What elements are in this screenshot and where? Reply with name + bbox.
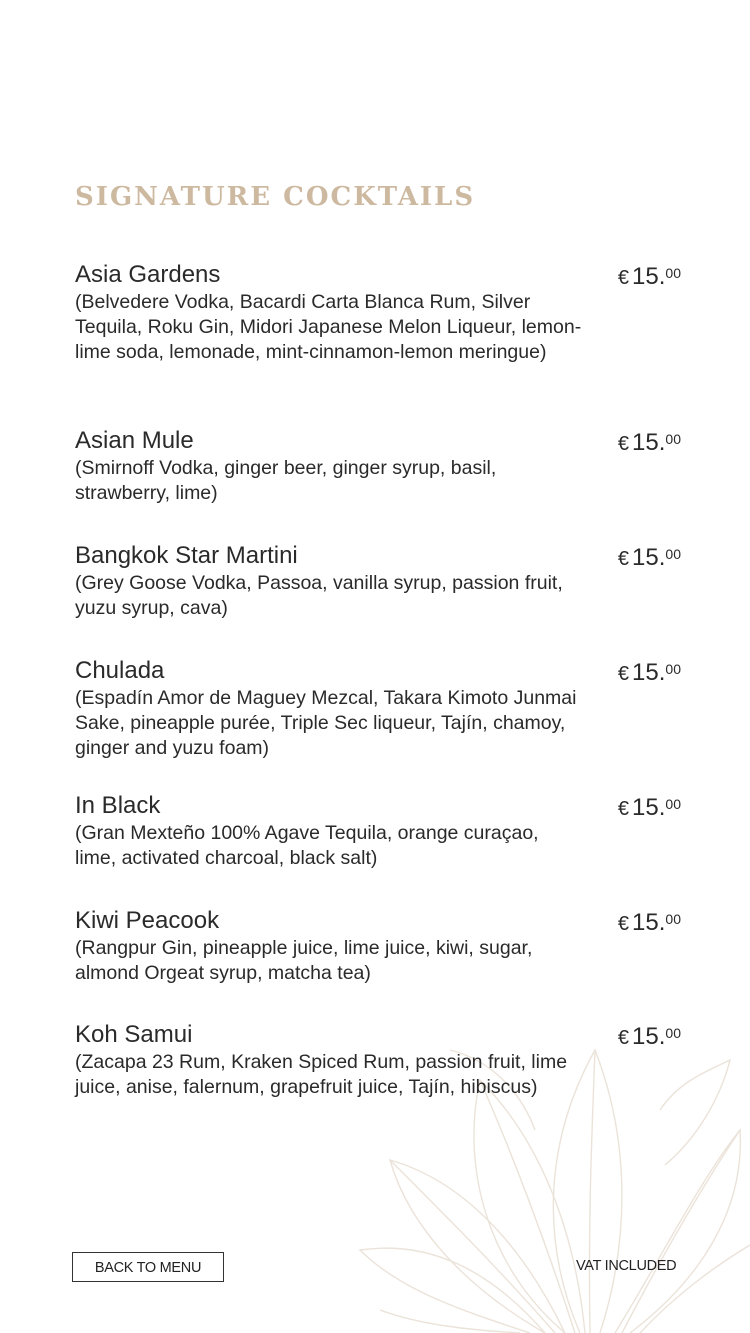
item-price	[618, 793, 681, 824]
menu-item-asian-mule	[75, 426, 685, 506]
euro-icon: €	[617, 1027, 630, 1049]
price-whole: 15.	[632, 544, 666, 571]
euro-icon: €	[617, 798, 630, 820]
price-whole: 15.	[632, 263, 666, 290]
menu-item-kiwi-peacook	[75, 906, 685, 986]
item-name: Asia Gardens	[75, 261, 221, 288]
menu-item-in-black	[75, 791, 685, 871]
item-description: (Grey Goose Vodka, Passoa, vanilla syrup, passion fruit, yuzu syrup, cava)	[75, 572, 563, 619]
item-name: Koh Samui	[75, 1021, 193, 1048]
euro-icon: €	[617, 548, 630, 570]
item-price	[618, 428, 681, 459]
euro-icon: €	[617, 913, 630, 935]
back-to-menu-button[interactable]: BACK TO MENU	[72, 1252, 224, 1282]
vat-included-note: VAT INCLUDED	[576, 1258, 677, 1274]
menu-item-chulada	[75, 656, 685, 761]
item-description: (Rangpur Gin, pineapple juice, lime juice, kiwi, sugar, almond Orgeat syrup, matcha tea)	[75, 937, 533, 984]
euro-icon: €	[617, 663, 630, 685]
item-description: (Espadín Amor de Maguey Mezcal, Takara Kimoto Junmai Sake, pineapple purée, Triple Sec liqueur, Tajín, chamoy, ginger and yuzu foam)	[75, 687, 577, 759]
item-price	[618, 1022, 681, 1053]
item-description: (Gran Mexteño 100% Agave Tequila, orange curaçao, lime, activated charcoal, black salt)	[75, 822, 539, 869]
item-price	[618, 262, 681, 293]
item-name: In Black	[75, 792, 161, 819]
item-description: (Belvedere Vodka, Bacardi Carta Blanca Rum, Silver Tequila, Roku Gin, Midori Japanese Melon Liqueur, lemon-lime soda, lemonade, mint-cinnamon-lemon meringue)	[75, 291, 582, 363]
euro-icon: €	[617, 433, 630, 455]
item-price	[618, 908, 681, 939]
price-whole: 15.	[632, 659, 666, 686]
item-name: Asian Mule	[75, 427, 194, 454]
item-description: (Smirnoff Vodka, ginger beer, ginger syrup, basil, strawberry, lime)	[75, 457, 497, 504]
euro-icon: €	[617, 267, 630, 289]
menu-item-koh-samui	[75, 1020, 685, 1100]
section-title: SIGNATURE COCKTAILS	[75, 182, 476, 212]
price-whole: 15.	[632, 429, 666, 456]
price-cents: 00	[665, 661, 681, 677]
item-name: Chulada	[75, 657, 165, 684]
price-cents: 00	[665, 796, 681, 812]
item-price	[618, 543, 681, 574]
price-cents: 00	[665, 1025, 681, 1041]
item-name: Kiwi Peacook	[75, 907, 220, 934]
price-whole: 15.	[632, 909, 666, 936]
menu-item-bangkok-star-martini	[75, 541, 685, 621]
price-whole: 15.	[632, 794, 666, 821]
menu-item-asia-gardens	[75, 260, 685, 365]
price-cents: 00	[665, 546, 681, 562]
item-price	[618, 658, 681, 689]
price-whole: 15.	[632, 1023, 666, 1050]
price-cents: 00	[665, 911, 681, 927]
price-cents: 00	[665, 431, 681, 447]
item-description: (Zacapa 23 Rum, Kraken Spiced Rum, passion fruit, lime juice, anise, falernum, grapefruit juice, Tajín, hibiscus)	[75, 1051, 568, 1098]
item-name: Bangkok Star Martini	[75, 542, 298, 569]
price-cents: 00	[665, 265, 681, 281]
